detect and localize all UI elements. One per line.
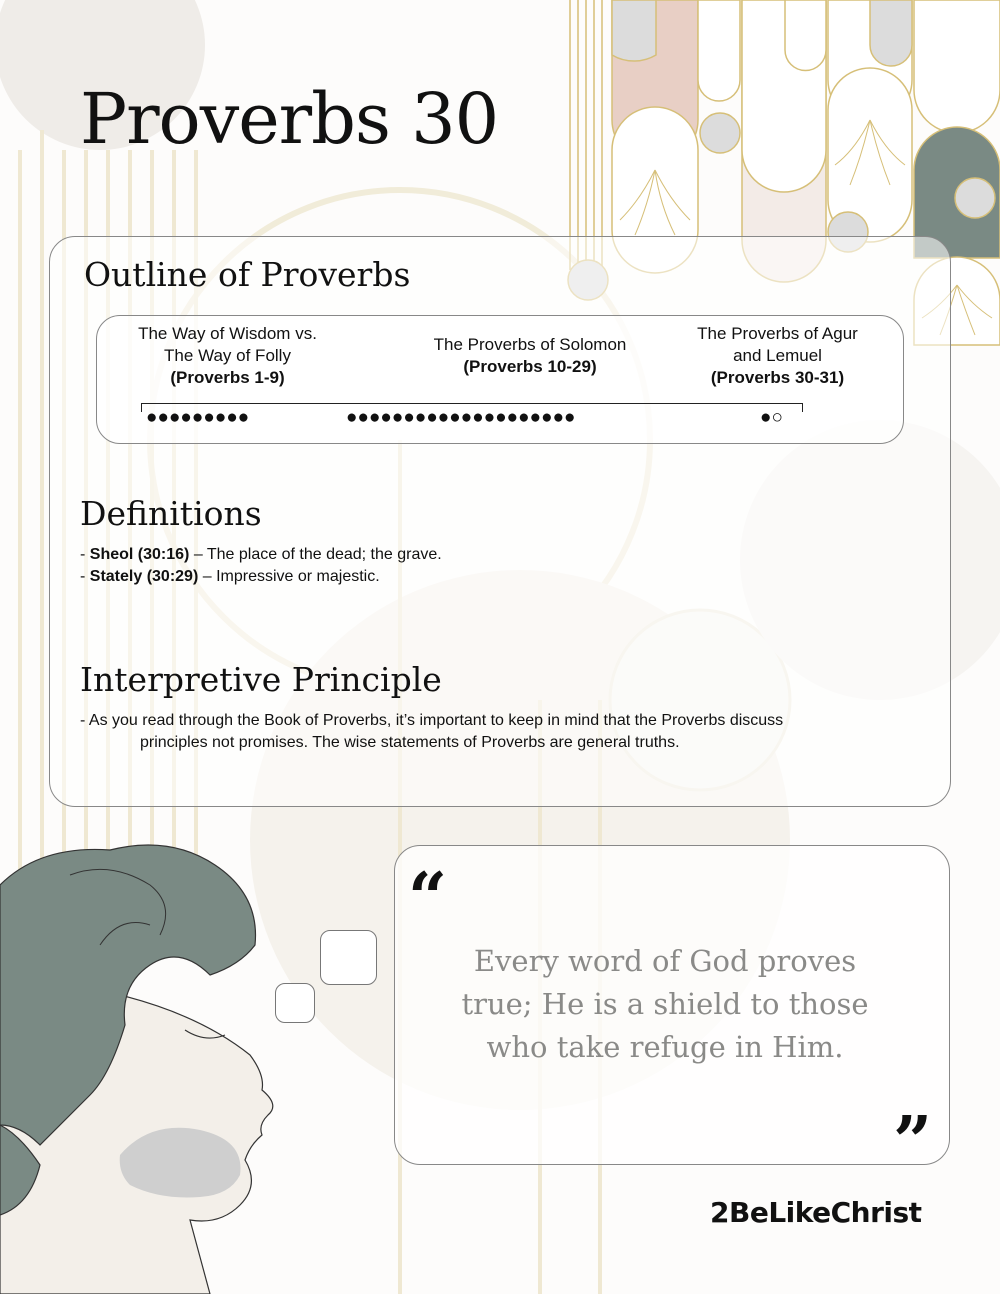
section-title-line: The Proverbs of Solomon (433, 335, 627, 354)
section-title-line: The Way of Folly (164, 346, 291, 365)
definition-prefix: - (80, 568, 90, 585)
section-title-line: The Way of Wisdom vs. (138, 324, 317, 343)
quote-line: who take refuge in Him. (486, 1030, 844, 1064)
quote-line: true; He is a shield to those (461, 987, 869, 1021)
quote-text (460, 940, 870, 1069)
principle-heading: Interpretive Principle (80, 660, 442, 699)
brand-logo: 2BeLikeChrist (710, 1196, 922, 1229)
definitions-list (80, 544, 442, 588)
thought-bubble-icon (320, 930, 377, 985)
section-reference: (Proverbs 30-31) (710, 368, 845, 387)
page-title: Proverbs 30 (80, 78, 499, 160)
principle-text (80, 710, 900, 754)
section-reference: (Proverbs 1-9) (170, 368, 285, 387)
open-quote-icon: “ (408, 858, 448, 938)
chapter-dots-solomon: ●●●●●●●●●●●●●●●●●●●● (346, 407, 576, 428)
definition-text: – Impressive or majestic. (198, 568, 380, 585)
definition-text: – The place of the dead; the grave. (189, 546, 442, 563)
section-title-line: and Lemuel (733, 346, 822, 365)
close-quote-icon: ” (893, 1102, 933, 1182)
section-reference: (Proverbs 10-29) (463, 357, 597, 376)
quote-line: Every word of God proves (473, 944, 857, 978)
definition-term: Sheol (30:16) (89, 546, 190, 563)
face-illustration (0, 825, 390, 1294)
outline-section-solomon (420, 334, 640, 378)
principle-line: - As you read through the Book of Proverbs, it’s important to keep in mind that the Proverbs discuss (80, 712, 784, 729)
definition-term: Stately (30:29) (89, 568, 199, 585)
definitions-heading: Definitions (80, 494, 262, 533)
definition-prefix: - (80, 546, 90, 563)
section-title-line: The Proverbs of Agur (697, 324, 858, 343)
thought-bubble-icon (275, 983, 315, 1023)
principle-line: principles not promises. The wise statements of Proverbs are general truths. (140, 734, 680, 751)
outline-heading: Outline of Proverbs (84, 255, 411, 294)
definition-item (80, 566, 442, 588)
chapter-dots-wisdom: ●●●●●●●●● (146, 407, 250, 428)
definition-item (80, 544, 442, 566)
chapter-dots-agur: ●○ (760, 407, 783, 428)
outline-section-wisdom (120, 323, 335, 389)
outline-section-agur (680, 323, 875, 389)
